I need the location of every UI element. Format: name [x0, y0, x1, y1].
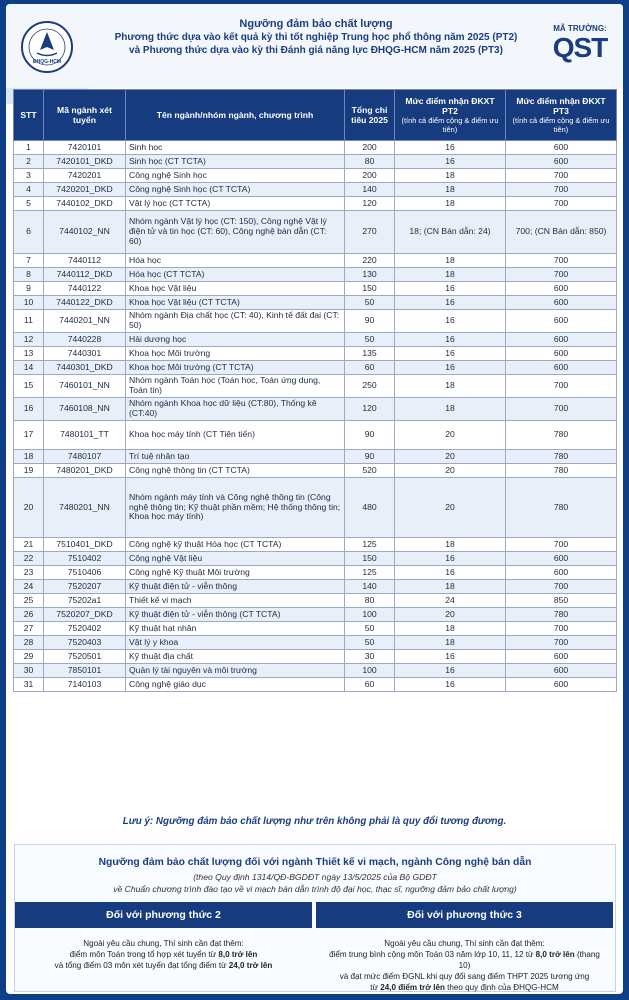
cell-pt3: 600: [506, 296, 617, 310]
cell-code: 7510402: [44, 552, 126, 566]
cell-quota: 480: [345, 478, 395, 538]
cell-pt3: 700: [506, 375, 617, 398]
cell-pt3: 600: [506, 664, 617, 678]
table-row: [14, 282, 617, 296]
header: [6, 4, 623, 88]
table-row: [14, 398, 617, 421]
table-row: [14, 608, 617, 622]
special-sub-2: về Chuẩn chương trình đào tạo về vi mạch bán dẫn trình độ đại học, thạc sĩ, ngưỡng đảm bảo chất lượng): [113, 884, 517, 894]
cell-pt2: 16: [395, 347, 506, 361]
cell-quota: 135: [345, 347, 395, 361]
cell-name: Khoa học máy tính (CT Tiên tiến): [126, 421, 345, 450]
cell-stt: 30: [14, 664, 44, 678]
cell-pt3: 700: [506, 580, 617, 594]
table-row: [14, 347, 617, 361]
cell-pt3: 700: [506, 268, 617, 282]
cell-name: Nhóm ngành Khoa học dữ liệu (CT:80), Thống kê (CT:40): [126, 398, 345, 421]
cell-quota: 120: [345, 197, 395, 211]
cell-pt2: 16: [395, 664, 506, 678]
cell-code: 7440301: [44, 347, 126, 361]
cell-pt3: 700: [506, 183, 617, 197]
cell-pt3: 600: [506, 310, 617, 333]
note-text: Lưu ý: Ngưỡng đảm bảo chất lượng như trên không phải là quy đổi tương đương.: [122, 816, 507, 827]
cell-code: 7440112: [44, 254, 126, 268]
cell-stt: 16: [14, 398, 44, 421]
cell-name: Quản lý tài nguyên và môi trường: [126, 664, 345, 678]
cell-stt: 21: [14, 538, 44, 552]
cell-pt3: 600: [506, 552, 617, 566]
cell-code: 7420201_DKD: [44, 183, 126, 197]
table-row: [14, 254, 617, 268]
cell-pt2: 18: [395, 580, 506, 594]
table-row: [14, 296, 617, 310]
cell-quota: 80: [345, 594, 395, 608]
col-header-pt2: [395, 90, 506, 141]
cell-stt: 24: [14, 580, 44, 594]
cell-quota: 200: [345, 169, 395, 183]
cell-name: Nhóm ngành Địa chất học (CT: 40), Kinh tế đất đai (CT: 50): [126, 310, 345, 333]
cell-quota: 125: [345, 538, 395, 552]
cell-pt3: 600: [506, 141, 617, 155]
cell-name: Nhóm ngành Vật lý học (CT: 150), Công nghệ Vật lý điện tử và tin học (CT: 60), Công nghệ bán dẫn (CT: 60): [126, 211, 345, 254]
cell-stt: 20: [14, 478, 44, 538]
cell-pt3: 600: [506, 566, 617, 580]
cell-code: 7850101: [44, 664, 126, 678]
cell-stt: 2: [14, 155, 44, 169]
cell-quota: 90: [345, 450, 395, 464]
cell-code: 7460101_NN: [44, 375, 126, 398]
table-row: [14, 594, 617, 608]
col-header-pt3: [506, 90, 617, 141]
cell-name: Vật lý y khoa: [126, 636, 345, 650]
cell-name: Nhóm ngành Toán học (Toán học, Toán ứng dụng, Toán tin): [126, 375, 345, 398]
cell-quota: 520: [345, 464, 395, 478]
special-title: Ngưỡng đảm bảo chất lượng đối với ngành Thiết kế vi mạch, ngành Công nghệ bán dẫn: [98, 857, 532, 868]
cell-quota: 80: [345, 155, 395, 169]
cell-pt3: 700: [506, 398, 617, 421]
pt2-req-title: Đối với phương thức 2: [15, 902, 312, 928]
table-row: [14, 622, 617, 636]
cell-name: Sinh học (CT TCTA): [126, 155, 345, 169]
cell-name: Kỹ thuật điện tử - viễn thông: [126, 580, 345, 594]
cell-pt3: 600: [506, 678, 617, 692]
table-row: [14, 552, 617, 566]
cell-stt: 19: [14, 464, 44, 478]
cell-pt3: 780: [506, 421, 617, 450]
cell-name: Hải dương học: [126, 333, 345, 347]
table-row: [14, 636, 617, 650]
cell-name: Nhóm ngành máy tính và Công nghệ thông tin (Công nghệ thông tin; Kỹ thuật phần mềm; Hệ thống thông tin; Khoa học máy tính): [126, 478, 345, 538]
table-row: [14, 333, 617, 347]
page: [6, 4, 623, 994]
cell-stt: 18: [14, 450, 44, 464]
cell-code: 7440201_NN: [44, 310, 126, 333]
cell-code: 7480201_NN: [44, 478, 126, 538]
cell-name: Khoa học Vật liệu (CT TCTA): [126, 296, 345, 310]
pt2-requirements: [15, 902, 312, 990]
cell-quota: 250: [345, 375, 395, 398]
cell-quota: 200: [345, 141, 395, 155]
cell-quota: 125: [345, 566, 395, 580]
cell-pt2: 18; (CN Bán dẫn: 24): [395, 211, 506, 254]
cell-code: 7440102_NN: [44, 211, 126, 254]
cell-stt: 28: [14, 636, 44, 650]
cell-quota: 120: [345, 398, 395, 421]
table-row: [14, 197, 617, 211]
col-header-name: Tên ngành/nhóm ngành, chương trình: [126, 90, 345, 141]
table-row: [14, 155, 617, 169]
cell-name: Công nghệ Vật liệu: [126, 552, 345, 566]
cell-stt: 25: [14, 594, 44, 608]
special-requirements-box: [14, 844, 616, 992]
table-row: [14, 375, 617, 398]
cell-name: Sinh học: [126, 141, 345, 155]
cell-pt2: 18: [395, 636, 506, 650]
cell-stt: 10: [14, 296, 44, 310]
cell-quota: 60: [345, 361, 395, 375]
table-row: [14, 169, 617, 183]
cell-name: Kỹ thuật địa chất: [126, 650, 345, 664]
cell-pt2: 20: [395, 478, 506, 538]
table-row: [14, 211, 617, 254]
cell-name: Hóa học (CT TCTA): [126, 268, 345, 282]
cell-quota: 140: [345, 183, 395, 197]
table-row: [14, 464, 617, 478]
cell-pt3: 700: [506, 254, 617, 268]
cell-stt: 6: [14, 211, 44, 254]
cell-pt2: 18: [395, 197, 506, 211]
cell-stt: 22: [14, 552, 44, 566]
pt3-req-line: và đạt mức điểm ĐGNL khi quy đổi sang điểm THPT 2025 tương ứng: [339, 972, 590, 981]
cell-name: Thiết kế vi mạch: [126, 594, 345, 608]
cell-stt: 23: [14, 566, 44, 580]
cell-quota: 140: [345, 580, 395, 594]
cell-stt: 27: [14, 622, 44, 636]
pt3-header-sub: (tính cả điểm cộng & điểm ưu tiên): [512, 116, 610, 134]
table-row: [14, 421, 617, 450]
cell-pt2: 18: [395, 268, 506, 282]
cell-name: Công nghệ thông tin (CT TCTA): [126, 464, 345, 478]
cell-pt3: 700: [506, 169, 617, 183]
cell-stt: 12: [14, 333, 44, 347]
cell-code: 7520403: [44, 636, 126, 650]
pt3-req-title: Đối với phương thức 3: [316, 902, 613, 928]
cell-pt2: 18: [395, 538, 506, 552]
cell-code: 7480201_DKD: [44, 464, 126, 478]
cell-pt2: 16: [395, 678, 506, 692]
table-body: [14, 141, 617, 692]
cell-pt2: 16: [395, 141, 506, 155]
pt2-req-line: và tổng điểm 03 môn xét tuyển đạt tổng điểm từ 24,0 trở lên: [54, 961, 273, 970]
cell-pt3: 780: [506, 478, 617, 538]
cell-pt2: 20: [395, 608, 506, 622]
cell-stt: 17: [14, 421, 44, 450]
cell-code: 7520501: [44, 650, 126, 664]
cell-pt3: 780: [506, 608, 617, 622]
cell-code: 7510406: [44, 566, 126, 580]
title-line-1: Ngưỡng đảm bảo chất lượng: [239, 18, 393, 30]
table-row: [14, 580, 617, 594]
cell-pt2: 16: [395, 650, 506, 664]
cell-pt3: 600: [506, 333, 617, 347]
cell-name: Công nghệ Sinh học: [126, 169, 345, 183]
cell-name: Công nghệ Kỹ thuật Môi trường: [126, 566, 345, 580]
title-line-2: Phương thức dựa vào kết quả kỳ thi tốt nghiệp Trung học phổ thông năm 2025 (PT2): [114, 32, 518, 43]
cell-pt2: 16: [395, 361, 506, 375]
school-code: QST: [552, 32, 608, 63]
cell-stt: 9: [14, 282, 44, 296]
cell-pt2: 18: [395, 183, 506, 197]
cell-name: Kỹ thuật hạt nhân: [126, 622, 345, 636]
cell-code: 7140103: [44, 678, 126, 692]
table-row: [14, 678, 617, 692]
table-row: [14, 183, 617, 197]
pt2-req-line: điểm môn Toán trong tổ hợp xét tuyển từ 8,0 trở lên: [69, 950, 258, 959]
cell-stt: 31: [14, 678, 44, 692]
cell-quota: 50: [345, 636, 395, 650]
cell-pt3: 850: [506, 594, 617, 608]
cell-stt: 1: [14, 141, 44, 155]
cell-name: Công nghệ Sinh học (CT TCTA): [126, 183, 345, 197]
table-row: [14, 268, 617, 282]
cell-code: 7420201: [44, 169, 126, 183]
table-row: [14, 450, 617, 464]
pt3-requirements: [316, 902, 613, 990]
cell-code: 7440228: [44, 333, 126, 347]
cell-stt: 11: [14, 310, 44, 333]
cell-code: 7510401_DKD: [44, 538, 126, 552]
cell-name: Vật lý học (CT TCTA): [126, 197, 345, 211]
school-code-block: [545, 24, 615, 63]
pt2-req-line: Ngoài yêu cầu chung, Thí sinh cần đạt thêm:: [83, 939, 244, 948]
table-row: [14, 478, 617, 538]
cell-quota: 100: [345, 664, 395, 678]
cell-pt3: 700: [506, 197, 617, 211]
pt3-req-line: Ngoài yêu cầu chung, Thí sinh cần đạt thêm:: [384, 939, 545, 948]
cell-name: Khoa học Môi trường (CT TCTA): [126, 361, 345, 375]
cell-name: Công nghệ giáo dục: [126, 678, 345, 692]
cell-quota: 220: [345, 254, 395, 268]
cell-quota: 90: [345, 421, 395, 450]
pt3-req-body: [316, 928, 613, 993]
cell-pt3: 600: [506, 361, 617, 375]
cell-code: 7520207: [44, 580, 126, 594]
cell-stt: 5: [14, 197, 44, 211]
cell-quota: 150: [345, 282, 395, 296]
cell-name: Khoa học Vật liệu: [126, 282, 345, 296]
cell-pt2: 16: [395, 552, 506, 566]
pt2-req-body: [15, 928, 312, 971]
cell-pt2: 18: [395, 375, 506, 398]
cell-pt2: 16: [395, 296, 506, 310]
cell-code: 7420101: [44, 141, 126, 155]
cell-stt: 8: [14, 268, 44, 282]
cell-stt: 29: [14, 650, 44, 664]
cell-name: Kỹ thuật điện tử - viễn thông (CT TCTA): [126, 608, 345, 622]
school-code-label: MÃ TRƯỜNG:: [553, 24, 607, 33]
cell-quota: 50: [345, 622, 395, 636]
cell-code: 7520402: [44, 622, 126, 636]
cell-code: 7480107: [44, 450, 126, 464]
cell-pt3: 600: [506, 347, 617, 361]
cell-pt2: 16: [395, 155, 506, 169]
pt3-req-line: từ 24,0 điểm trở lên theo quy định của ĐHQG-HCM: [370, 983, 559, 992]
special-sub-1: (theo Quy định 1314/QĐ-BGDĐT ngày 13/5/2025 của Bộ GDĐT: [193, 872, 437, 882]
col-header-stt: STT: [14, 90, 44, 141]
cell-code: 7460108_NN: [44, 398, 126, 421]
cell-pt2: 16: [395, 333, 506, 347]
cell-pt3: 700: [506, 622, 617, 636]
cell-name: Trí tuệ nhân tạo: [126, 450, 345, 464]
cell-stt: 7: [14, 254, 44, 268]
pt2-header-sub: (tính cả điểm cộng & điểm ưu tiên): [401, 116, 499, 134]
cell-pt2: 20: [395, 421, 506, 450]
cell-stt: 13: [14, 347, 44, 361]
table-row: [14, 650, 617, 664]
cell-quota: 50: [345, 296, 395, 310]
cell-quota: 50: [345, 333, 395, 347]
cell-quota: 90: [345, 310, 395, 333]
table-header-row: [14, 90, 617, 141]
cell-pt2: 18: [395, 398, 506, 421]
cell-code: 75202a1: [44, 594, 126, 608]
table-row: [14, 566, 617, 580]
cell-pt2: 18: [395, 254, 506, 268]
cell-quota: 150: [345, 552, 395, 566]
pt3-header-label: Mức điểm nhận ĐKXT PT3: [516, 96, 606, 116]
cell-quota: 100: [345, 608, 395, 622]
cell-stt: 3: [14, 169, 44, 183]
col-header-code: Mã ngành xét tuyển: [44, 90, 126, 141]
cell-stt: 14: [14, 361, 44, 375]
cell-code: 7520207_DKD: [44, 608, 126, 622]
cell-pt2: 20: [395, 464, 506, 478]
cell-pt3: 700: [506, 538, 617, 552]
cell-code: 7440301_DKD: [44, 361, 126, 375]
cell-pt3: 780: [506, 464, 617, 478]
cell-pt3: 600: [506, 155, 617, 169]
cell-code: 7420101_DKD: [44, 155, 126, 169]
table-row: [14, 141, 617, 155]
col-header-quota: Tổng chỉ tiêu 2025: [345, 90, 395, 141]
page-title: [86, 17, 546, 57]
cell-pt3: 700: [506, 636, 617, 650]
pt2-header-label: Mức điểm nhận ĐKXT PT2: [405, 96, 495, 116]
university-logo: [20, 20, 74, 74]
cell-name: Công nghệ kỹ thuật Hóa học (CT TCTA): [126, 538, 345, 552]
cell-pt2: 16: [395, 282, 506, 296]
cell-pt3: 780: [506, 450, 617, 464]
cell-code: 7440122_DKD: [44, 296, 126, 310]
cell-quota: 60: [345, 678, 395, 692]
cell-pt2: 16: [395, 566, 506, 580]
title-line-3: và Phương thức dựa vào kỳ thi Đánh giá năng lực ĐHQG-HCM năm 2025 (PT3): [129, 45, 503, 56]
cell-pt2: 16: [395, 310, 506, 333]
cell-pt2: 18: [395, 169, 506, 183]
cell-name: Khoa học Môi trường: [126, 347, 345, 361]
cell-pt3: 700; (CN Bán dẫn: 850): [506, 211, 617, 254]
cell-pt3: 600: [506, 282, 617, 296]
table-row: [14, 310, 617, 333]
logo-text: ĐHQG-HCM: [32, 59, 62, 65]
cell-code: 7440112_DKD: [44, 268, 126, 282]
cell-stt: 26: [14, 608, 44, 622]
cell-pt2: 18: [395, 622, 506, 636]
cell-code: 7440102_DKD: [44, 197, 126, 211]
admission-table: [13, 89, 617, 692]
cell-pt3: 600: [506, 650, 617, 664]
cell-pt2: 24: [395, 594, 506, 608]
cell-stt: 4: [14, 183, 44, 197]
pt3-req-line: điểm trung bình cộng môn Toán 03 năm lớp 10, 11, 12 từ 8,0 trở lên (thang 10): [329, 950, 600, 970]
cell-quota: 270: [345, 211, 395, 254]
cell-code: 7480101_TT: [44, 421, 126, 450]
cell-quota: 30: [345, 650, 395, 664]
cell-stt: 15: [14, 375, 44, 398]
table-row: [14, 538, 617, 552]
cell-code: 7440122: [44, 282, 126, 296]
cell-quota: 130: [345, 268, 395, 282]
cell-pt2: 20: [395, 450, 506, 464]
cell-name: Hóa học: [126, 254, 345, 268]
table-row: [14, 361, 617, 375]
table-row: [14, 664, 617, 678]
